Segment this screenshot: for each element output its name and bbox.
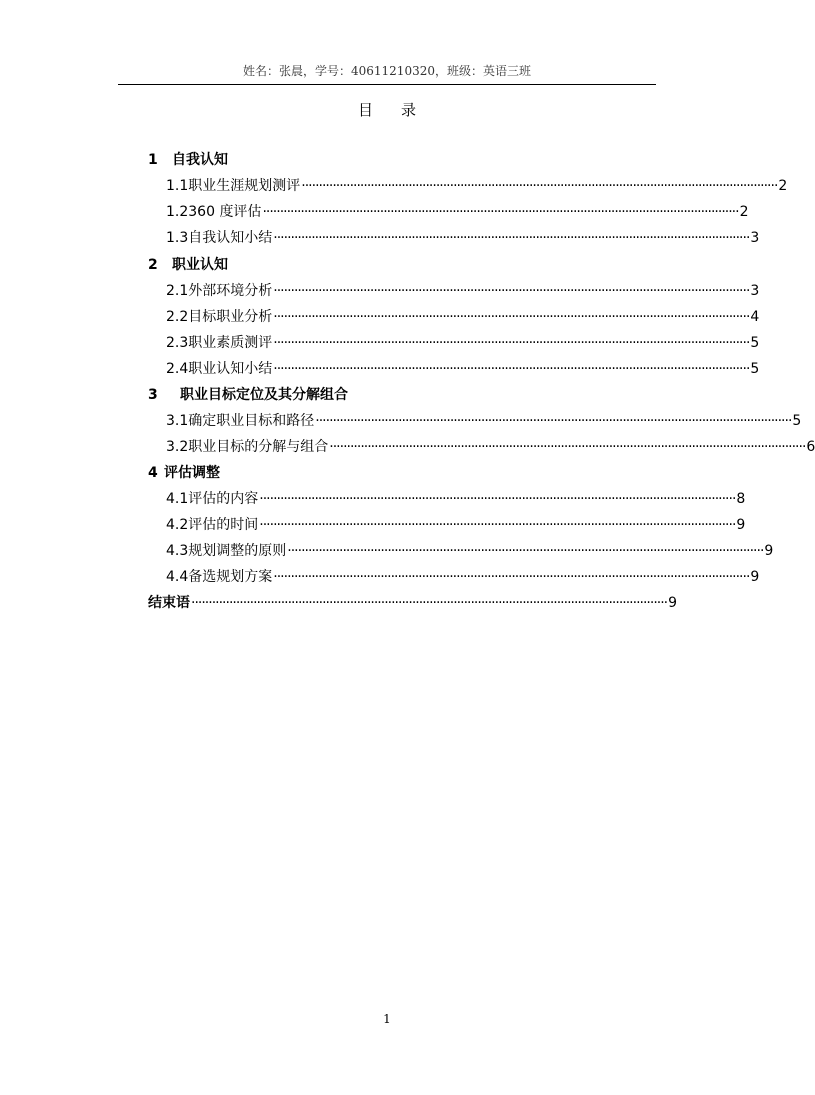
toc-number: 4.1 bbox=[166, 491, 189, 507]
toc-text: 自我认知 bbox=[172, 152, 228, 168]
toc-title: 目录 bbox=[357, 101, 444, 119]
toc-page: 9 bbox=[750, 569, 760, 585]
toc-number: 3.1 bbox=[166, 413, 189, 429]
toc-entry[interactable] bbox=[166, 541, 774, 561]
toc-entry[interactable] bbox=[166, 228, 760, 248]
toc-page: 8 bbox=[736, 491, 746, 507]
toc-leader: ·········································································································································· bbox=[301, 178, 778, 194]
toc-section[interactable] bbox=[148, 593, 678, 613]
toc-text: 确定职业目标和路径 bbox=[188, 413, 315, 429]
toc-entry[interactable] bbox=[166, 281, 760, 301]
toc-leader: ·········································································································································· bbox=[273, 335, 750, 351]
toc-number: 1.1 bbox=[166, 178, 189, 194]
toc-leader: ·········································································································································· bbox=[329, 439, 806, 455]
toc-entry[interactable] bbox=[166, 411, 802, 431]
toc-number: 2.2 bbox=[166, 309, 189, 325]
toc-page: 6 bbox=[806, 439, 815, 455]
toc-text: 目标职业分析 bbox=[188, 309, 273, 325]
toc-number: 2.1 bbox=[166, 283, 189, 299]
toc-number: 4.3 bbox=[166, 543, 189, 559]
toc-text: 结束语 bbox=[148, 595, 190, 611]
toc-text: 职业目标的分解与组合 bbox=[188, 439, 329, 455]
toc-leader: ·········································································································································· bbox=[287, 543, 764, 559]
toc-text: 职业目标定位及其分解组合 bbox=[180, 387, 348, 403]
toc-leader: ·········································································································································· bbox=[273, 283, 750, 299]
toc-leader: ·········································································································································· bbox=[259, 491, 736, 507]
toc-text: 职业生涯规划测评 bbox=[188, 178, 301, 194]
toc-number: 1.3 bbox=[166, 230, 189, 246]
toc-number: 2 bbox=[148, 257, 158, 273]
toc-entry[interactable] bbox=[166, 489, 746, 509]
toc-page: 2 bbox=[778, 178, 788, 194]
toc-page: 2 bbox=[739, 204, 749, 220]
toc-entry[interactable] bbox=[166, 437, 815, 457]
toc-number: 1 bbox=[148, 152, 158, 168]
toc-entry[interactable] bbox=[166, 359, 760, 379]
toc-page: 4 bbox=[750, 309, 760, 325]
toc-text: 评估的时间 bbox=[188, 517, 259, 533]
header-text: 姓名：张晨，学号：40611210320，班级：英语三班 bbox=[243, 64, 531, 78]
toc-entry[interactable] bbox=[166, 307, 760, 327]
toc-text: 自我认知小结 bbox=[188, 230, 273, 246]
toc-text: 职业认知小结 bbox=[188, 361, 273, 377]
toc-entry[interactable] bbox=[166, 176, 788, 196]
toc-number: 1.2 bbox=[166, 204, 189, 220]
toc-number: 3.2 bbox=[166, 439, 189, 455]
toc-page: 5 bbox=[750, 335, 760, 351]
page-number: 1 bbox=[383, 1012, 391, 1026]
toc-number: 4.2 bbox=[166, 517, 189, 533]
toc-page: 5 bbox=[750, 361, 760, 377]
toc-leader: ·········································································································································· bbox=[273, 230, 750, 246]
toc-entry[interactable] bbox=[166, 333, 760, 353]
toc-page: 9 bbox=[736, 517, 746, 533]
toc-text: 职业素质测评 bbox=[188, 335, 273, 351]
toc-text: 职业认知 bbox=[172, 257, 228, 273]
toc-section[interactable] bbox=[148, 255, 618, 275]
toc-text: 外部环境分析 bbox=[188, 283, 273, 299]
toc-section[interactable] bbox=[148, 150, 618, 170]
toc-leader: ·········································································································································· bbox=[273, 361, 750, 377]
toc-leader: ·········································································································································· bbox=[273, 569, 750, 585]
toc-leader: ·········································································································································· bbox=[262, 204, 739, 220]
toc-number: 4 bbox=[148, 465, 158, 481]
toc-leader: ·········································································································································· bbox=[273, 309, 750, 325]
toc-leader: ·········································································································································· bbox=[315, 413, 792, 429]
toc-page: 3 bbox=[750, 230, 760, 246]
toc-number: 4.4 bbox=[166, 569, 189, 585]
toc-page: 5 bbox=[792, 413, 802, 429]
toc-text: 评估的内容 bbox=[188, 491, 259, 507]
toc-entry[interactable] bbox=[166, 202, 749, 222]
toc-text: 备选规划方案 bbox=[188, 569, 273, 585]
toc-text: 规划调整的原则 bbox=[188, 543, 287, 559]
toc-number: 3 bbox=[148, 387, 158, 403]
toc-page: 3 bbox=[750, 283, 760, 299]
toc-leader: ·········································································································································· bbox=[191, 595, 668, 611]
toc-entry[interactable] bbox=[166, 567, 760, 587]
toc-leader: ·········································································································································· bbox=[259, 517, 736, 533]
toc-text: 评估调整 bbox=[164, 465, 220, 481]
toc-entry[interactable] bbox=[166, 515, 746, 535]
toc-section[interactable] bbox=[148, 463, 618, 483]
toc-section[interactable] bbox=[148, 385, 618, 405]
toc-page: 9 bbox=[668, 595, 678, 611]
toc-text: 360 度评估 bbox=[188, 204, 262, 220]
toc-number: 2.3 bbox=[166, 335, 189, 351]
toc-number: 2.4 bbox=[166, 361, 189, 377]
toc-page: 9 bbox=[764, 543, 774, 559]
